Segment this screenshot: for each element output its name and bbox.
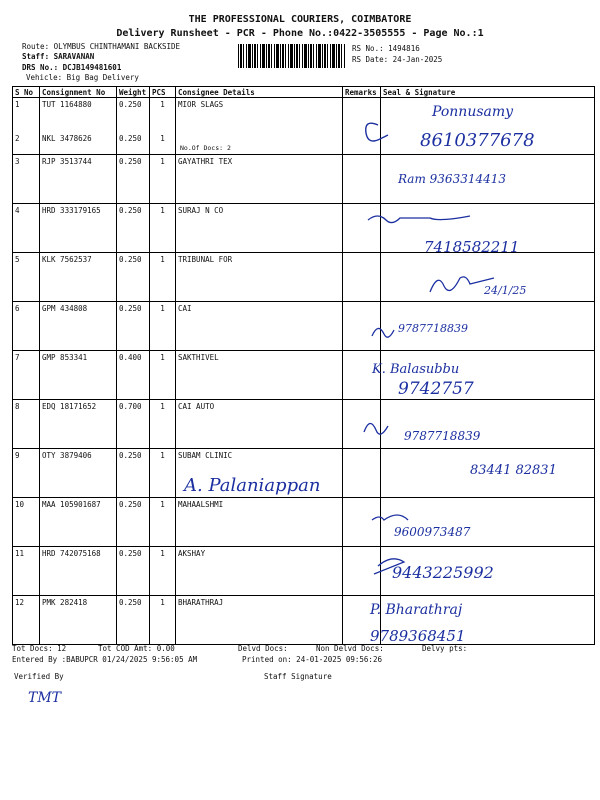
row-sno: 4 [13, 204, 40, 253]
row-sno: 5 [13, 253, 40, 302]
delivered-docs: Delvd Docs: [238, 644, 288, 653]
row-pcs: 1 [150, 351, 176, 400]
row-consignment: GPM 434808 [40, 302, 117, 351]
sig-5-date: 24/1/25 [484, 284, 527, 297]
row-consignment: HRD 333179165 [40, 204, 117, 253]
sig-4-phone: 7418582211 [424, 238, 520, 256]
row-consignee: MAHAALSHMI [176, 498, 343, 547]
row-weight: 0.250 [117, 302, 150, 351]
staff-signature-label: Staff Signature [264, 672, 332, 681]
sig-11-phone: 9443225992 [392, 563, 494, 582]
sig-1-phone: 8610377678 [420, 130, 535, 151]
row-consignee: SURAJ N CO [176, 204, 343, 253]
row-sno: 2 [13, 132, 40, 155]
verified-signature: TMT [28, 690, 62, 706]
row-pcs: 1 [150, 204, 176, 253]
row-consignee: GAYATHRI TEX [176, 155, 343, 204]
row-pcs: 1 [150, 498, 176, 547]
sig-3: Ram 9363314413 [398, 172, 507, 186]
total-cod: Tot COD Amt: 0.00 [98, 644, 175, 653]
row-weight: 0.700 [117, 400, 150, 449]
row-consignment: MAA 105901687 [40, 498, 117, 547]
row-sno: 11 [13, 547, 40, 596]
row-pcs: 1 [150, 132, 176, 155]
total-docs: Tot Docs: 12 [12, 644, 67, 653]
row-consignment: HRD 742075168 [40, 547, 117, 596]
sig-4-scribble [368, 216, 470, 223]
non-delivered-docs: Non Delvd Docs: [316, 644, 384, 653]
row-pcs: 1 [150, 596, 176, 645]
row-pcs: 1 [150, 449, 176, 498]
sig-9-name: A. Palaniappan [184, 475, 321, 496]
runsheet-title: Delivery Runsheet - PCR - Phone No.:0422-3505555 - Page No.:1 [116, 28, 484, 39]
row-consignee: MIOR SLAGS [176, 98, 343, 133]
col-sno: S No [13, 87, 40, 98]
row-consignee: AKSHAY [176, 547, 343, 596]
entered-by: Entered By :BABUPCR 01/24/2025 9:56:05 AM [12, 655, 198, 664]
row-consignment: GMP 853341 [40, 351, 117, 400]
row-consignment: EDQ 18171652 [40, 400, 117, 449]
row-pcs: 1 [150, 302, 176, 351]
sig-7-name: K. Balasubbu [372, 362, 460, 377]
vehicle-label: Vehicle: Big Bag Delivery [26, 73, 139, 82]
row-pcs: 1 [150, 547, 176, 596]
row-weight: 0.400 [117, 351, 150, 400]
seal-scribble [366, 123, 388, 141]
row-sno: 6 [13, 302, 40, 351]
row-weight: 0.250 [117, 253, 150, 302]
row-consignment: TUT 1164880 [40, 98, 117, 133]
printed-on: Printed on: 24-01-2025 09:56:26 [242, 655, 382, 664]
staff-value: SARAVANAN [53, 52, 95, 61]
row-consignee: TRIBUNAL FOR [176, 253, 343, 302]
row-consignment: RJP 3513744 [40, 155, 117, 204]
company-title: THE PROFESSIONAL COURIERS, COIMBATORE [188, 14, 412, 25]
row-sno: 1 [13, 98, 40, 133]
row-pcs: 1 [150, 400, 176, 449]
row-consignee: CAI AUTO [176, 400, 343, 449]
sig-12-phone: 9789368451 [370, 627, 466, 645]
row-consignment: NKL 3478626 [40, 132, 117, 155]
row-sno: 10 [13, 498, 40, 547]
col-consignment: Consignment No [40, 87, 117, 98]
row-sno: 8 [13, 400, 40, 449]
row-weight: 0.250 [117, 155, 150, 204]
col-consignee: Consignee Details [176, 87, 343, 98]
row-consignee: BHARATHRAJ [176, 596, 343, 645]
row-weight: 0.250 [117, 132, 150, 155]
row-consignee: SAKTHIVEL [176, 351, 343, 400]
col-pcs: PCS [150, 87, 176, 98]
route-label: Route: OLYMBUS CHINTHAMANI BACKSIDE [22, 42, 181, 51]
sig-8-scribble [364, 423, 388, 434]
drs-label: DRS No.: [22, 63, 59, 72]
row-pcs: 1 [150, 253, 176, 302]
rs-date: RS Date: 24-Jan-2025 [352, 55, 443, 64]
col-weight: Weight [117, 87, 150, 98]
row-sno: 9 [13, 449, 40, 498]
col-remarks: Remarks [343, 87, 381, 98]
row-sno: 12 [13, 596, 40, 645]
row-weight: 0.250 [117, 547, 150, 596]
row-pcs: 1 [150, 155, 176, 204]
row-consignment: KLK 7562537 [40, 253, 117, 302]
sig-9-phone: 83441 82831 [470, 463, 557, 478]
row-weight: 0.250 [117, 98, 150, 133]
row-pcs: 1 [150, 98, 176, 133]
sig-10-phone: 9600973487 [394, 525, 471, 539]
row-weight: 0.250 [117, 596, 150, 645]
sig-7-phone: 9742757 [398, 379, 474, 399]
row-weight: 0.250 [117, 204, 150, 253]
verified-by-label: Verified By [14, 672, 64, 681]
delivery-points: Delvy pts: [422, 644, 468, 653]
row-sno: 7 [13, 351, 40, 400]
drs-value: DCJB149481601 [62, 63, 122, 72]
row-sno: 3 [13, 155, 40, 204]
sig-8-phone: 9787718839 [404, 429, 481, 443]
staff-label: Staff: [22, 52, 50, 61]
row-consignee: CAI [176, 302, 343, 351]
row-consignment: PMK 282418 [40, 596, 117, 645]
rs-number: RS No.: 1494816 [352, 44, 420, 53]
sig-12-name: P. Bharathraj [370, 602, 463, 618]
row-weight: 0.250 [117, 449, 150, 498]
row-weight: 0.250 [117, 498, 150, 547]
row-consignment: OTY 3879406 [40, 449, 117, 498]
docs-count-note: No.Of Docs: 2 [180, 144, 231, 152]
sig-1-name: Ponnusamy [432, 104, 514, 120]
sig-10-scribble [372, 515, 408, 520]
col-seal: Seal & Signature [381, 87, 595, 98]
row-consignee: SUBAM CLINIC [176, 449, 343, 498]
sig-6-scribble [372, 328, 394, 337]
sig-6-phone: 9787718839 [398, 322, 468, 335]
